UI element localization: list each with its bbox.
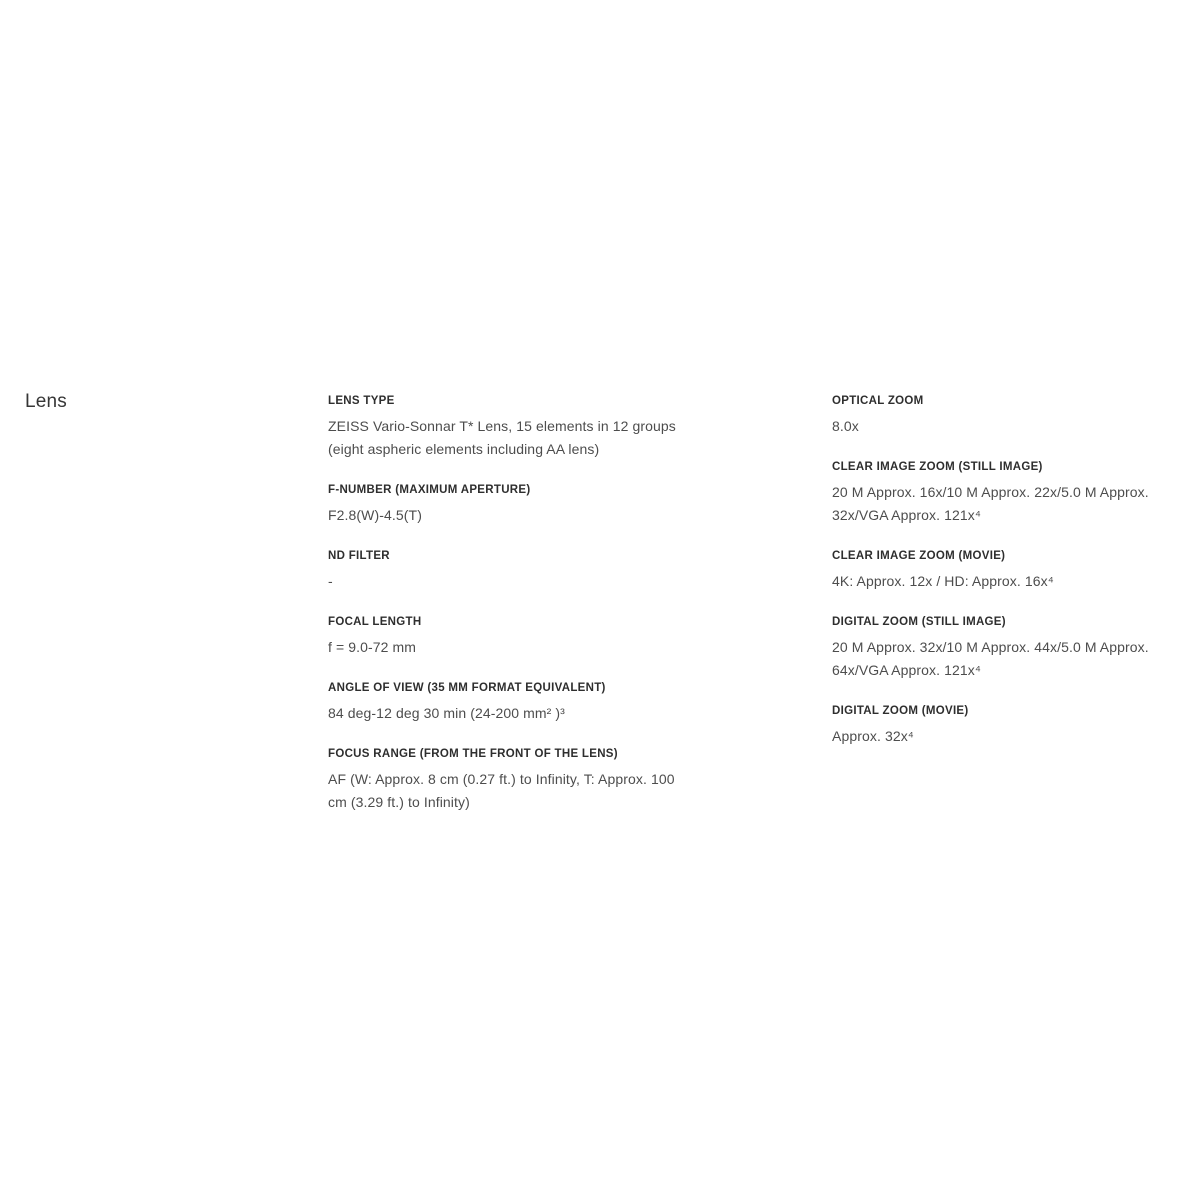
spec-value: Approx. 32x⁴ [832,728,914,744]
spec-label: DIGITAL ZOOM (MOVIE) [832,705,969,717]
spec-label: LENS TYPE [328,395,395,407]
spec-label: DIGITAL ZOOM (STILL IMAGE) [832,616,1006,628]
spec-digital-zoom-still [832,615,1172,682]
spec-value: - [328,573,333,589]
spec-value: ZEISS Vario-Sonnar T* Lens, 15 elements in 12 groups (eight aspheric elements including AA lens) [328,418,676,457]
spec-value: 4K: Approx. 12x / HD: Approx. 16x⁴ [832,573,1054,589]
spec-label: FOCUS RANGE (FROM THE FRONT OF THE LENS) [328,748,618,760]
section-title-lens: Lens [25,391,68,412]
spec-angle-of-view [328,681,680,725]
spec-lens-type [328,394,680,461]
spec-label: F-NUMBER (MAXIMUM APERTURE) [328,484,531,496]
spec-value: F2.8(W)-4.5(T) [328,507,422,523]
spec-label: CLEAR IMAGE ZOOM (STILL IMAGE) [832,461,1043,473]
spec-clear-image-zoom-still [832,460,1172,527]
spec-value: f = 9.0-72 mm [328,639,417,655]
spec-clear-image-zoom-movie [832,549,1172,593]
spec-value: 84 deg-12 deg 30 min (24-200 mm² )³ [328,705,565,721]
spec-label: FOCAL LENGTH [328,616,422,628]
spec-f-number [328,483,680,527]
spec-focal-length [328,615,680,659]
spec-value: 8.0x [832,418,859,434]
spec-value: AF (W: Approx. 8 cm (0.27 ft.) to Infinity, T: Approx. 100 cm (3.29 ft.) to Infinity) [328,771,675,810]
spec-column-left [328,394,680,836]
spec-optical-zoom [832,394,1172,438]
spec-value: 20 M Approx. 16x/10 M Approx. 22x/5.0 M Approx. 32x/VGA Approx. 121x⁴ [832,484,1149,523]
spec-nd-filter [328,549,680,593]
spec-focus-range [328,747,680,814]
spec-label: ANGLE OF VIEW (35 MM FORMAT EQUIVALENT) [328,682,606,694]
spec-digital-zoom-movie [832,704,1172,748]
spec-column-right [832,394,1172,770]
spec-value: 20 M Approx. 32x/10 M Approx. 44x/5.0 M Approx. 64x/VGA Approx. 121x⁴ [832,639,1149,678]
spec-label: CLEAR IMAGE ZOOM (MOVIE) [832,550,1006,562]
spec-label: ND FILTER [328,550,390,562]
spec-label: OPTICAL ZOOM [832,395,924,407]
